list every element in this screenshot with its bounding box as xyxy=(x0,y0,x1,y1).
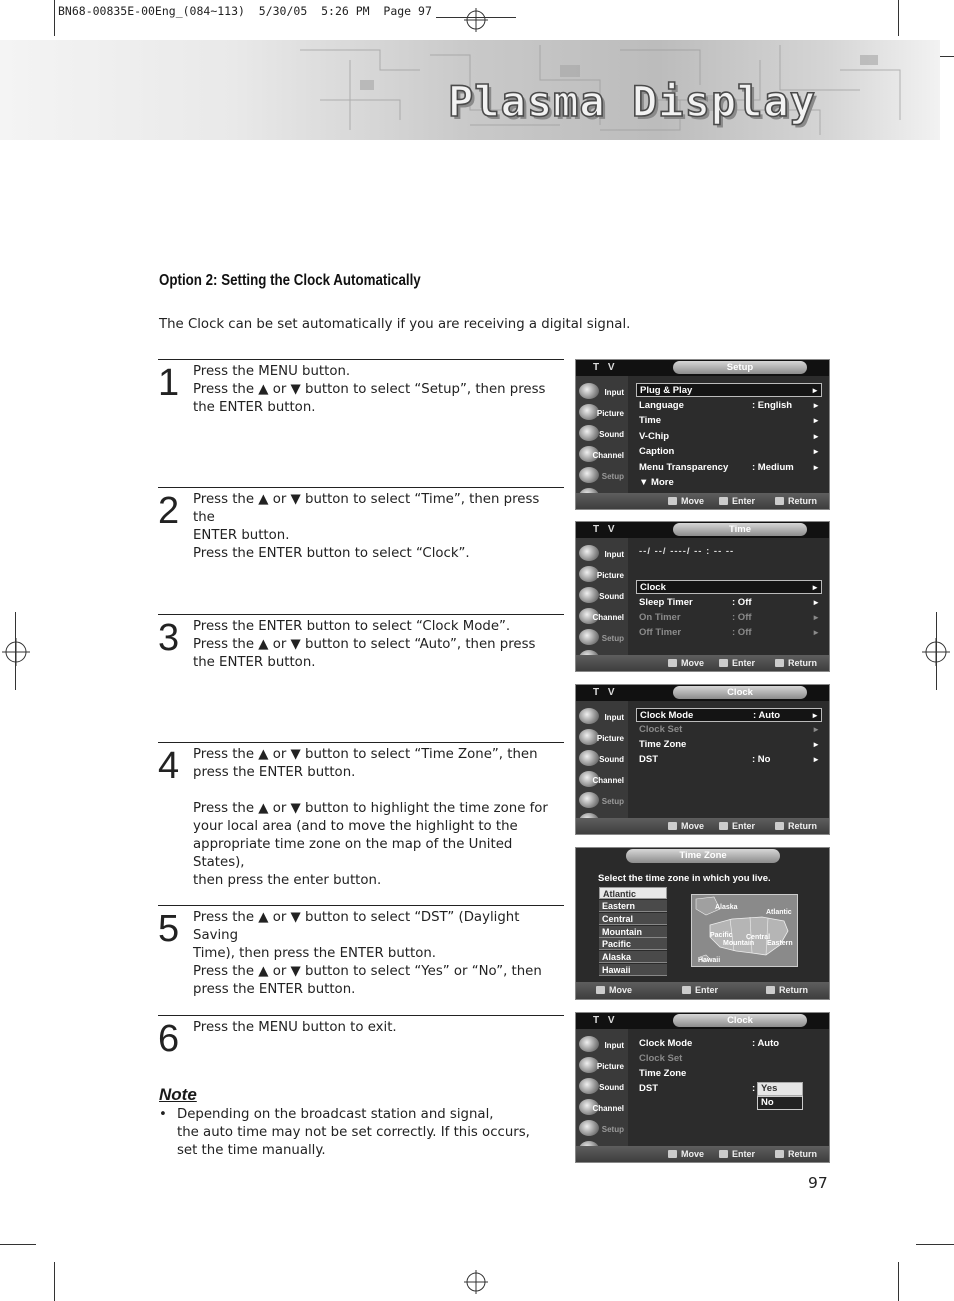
arrow-right-icon: ► xyxy=(812,463,820,472)
us-timezone-map[interactable] xyxy=(691,894,798,967)
return-icon xyxy=(775,822,784,830)
note-body xyxy=(159,1106,559,1160)
osd-sidebar-item-setup[interactable]: Setup xyxy=(578,1119,626,1139)
registration-mark-icon xyxy=(464,1270,488,1294)
osd-menu-item[interactable]: Menu Transparency : Medium ► xyxy=(639,462,820,473)
osd-menu-item[interactable]: Time ► xyxy=(639,415,820,426)
step-text: Press the ▲ or ▼ button to select “DST” (Daylight Saving Time), then press the ENTER button. Press the ▲ or ▼ button to select “Yes” or “No”, then press the ENTER button. xyxy=(193,910,542,997)
osd-setup-screen xyxy=(575,359,830,510)
map-label: Central xyxy=(746,934,771,941)
step-text: Press the ▲ or ▼ button to select “Time Zone”, then press the ENTER button. Press the ▲ or ▼ button to highlight the time zone for your local area (and to move the highlight to the appropriate time zone on the map of the United States), then press the enter button. xyxy=(193,747,548,888)
move-icon xyxy=(596,986,605,994)
map-label: Mountain xyxy=(723,940,755,947)
osd-menu-item[interactable]: On Timer : Off ► xyxy=(639,612,820,623)
osd-menu-item[interactable]: Clock ► xyxy=(636,580,822,594)
return-hint: Return xyxy=(775,496,817,506)
osd-top-bar xyxy=(576,522,829,538)
arrow-right-icon: ► xyxy=(811,583,819,592)
dst-option-no[interactable]: No xyxy=(757,1096,803,1110)
step-4 xyxy=(158,742,564,902)
osd-sidebar-item-sound[interactable]: Sound xyxy=(578,1077,626,1097)
map-label: Alaska xyxy=(715,904,738,911)
osd-sidebar-item-sound[interactable]: Sound xyxy=(578,424,626,444)
arrow-right-icon: ► xyxy=(811,386,819,395)
osd-tv-label: T V xyxy=(593,524,618,535)
osd-sidebar-item-channel[interactable]: Channel xyxy=(578,770,626,790)
osd-timezone-screen xyxy=(575,847,830,1000)
header-banner xyxy=(0,40,940,140)
move-hint: Move xyxy=(668,821,704,831)
crop-mark xyxy=(0,1244,36,1245)
note-text: Depending on the broadcast station and signal, the auto time may not be set correctly. If this occurs, set the time manually. xyxy=(177,1107,530,1158)
dst-option-yes[interactable]: Yes xyxy=(757,1082,803,1096)
osd-sidebar-item-setup[interactable]: Setup xyxy=(578,628,626,648)
step-text: Press the MENU button to exit. xyxy=(193,1020,397,1035)
timezone-option[interactable]: Mountain xyxy=(599,926,667,938)
return-hint: Return xyxy=(766,985,808,995)
osd-top-bar xyxy=(576,360,829,376)
osd-sidebar xyxy=(576,538,628,671)
registration-mark-icon xyxy=(2,638,30,666)
osd-menu-item[interactable]: Caption ► xyxy=(639,446,820,457)
return-hint: Return xyxy=(775,1149,817,1159)
step-number: 1 xyxy=(158,362,180,404)
bullet-icon: • xyxy=(159,1107,167,1122)
timezone-option[interactable]: Atlantic xyxy=(599,887,667,899)
step-number: 5 xyxy=(158,908,180,950)
arrow-right-icon: ► xyxy=(812,416,820,425)
osd-tv-label: T V xyxy=(593,687,618,698)
arrow-right-icon: ► xyxy=(812,740,820,749)
osd-sidebar-item-picture[interactable]: Picture xyxy=(578,403,626,423)
setup-icon xyxy=(579,1120,599,1136)
osd-menu-item[interactable]: Off Timer : Off ► xyxy=(639,627,820,638)
crop-mark xyxy=(936,612,937,690)
osd-bottom-bar xyxy=(576,818,829,834)
osd-sidebar-item-input[interactable]: Input xyxy=(578,1035,626,1055)
section-title: Option 2: Setting the Clock Automatically xyxy=(159,272,421,289)
timezone-option[interactable]: Pacific xyxy=(599,938,667,950)
osd-menu-item[interactable]: Clock Mode : Auto ► xyxy=(636,708,822,722)
osd-bottom-bar xyxy=(576,493,829,509)
timezone-option[interactable]: Alaska xyxy=(599,951,667,963)
enter-icon xyxy=(719,822,728,830)
move-hint: Move xyxy=(668,658,704,668)
osd-title: Time xyxy=(673,523,807,536)
timezone-option[interactable]: Hawaii xyxy=(599,964,667,976)
enter-hint: Enter xyxy=(682,985,718,995)
enter-icon xyxy=(719,659,728,667)
step-2 xyxy=(158,487,564,613)
osd-menu-item[interactable]: Clock Set xyxy=(639,1053,683,1064)
enter-hint: Enter xyxy=(719,1149,755,1159)
osd-bottom-bar xyxy=(576,982,829,999)
osd-bottom-bar xyxy=(576,1146,829,1162)
step-6 xyxy=(158,1015,564,1075)
step-number: 4 xyxy=(158,745,180,787)
return-icon xyxy=(775,1150,784,1158)
move-icon xyxy=(668,822,677,830)
move-hint: Move xyxy=(668,1149,704,1159)
return-icon xyxy=(775,659,784,667)
move-icon xyxy=(668,1150,677,1158)
osd-bottom-bar xyxy=(576,655,829,671)
banner-title: Plasma Display xyxy=(448,77,817,126)
crop-mark xyxy=(15,612,16,690)
osd-sidebar-item-input[interactable]: Input xyxy=(578,707,626,727)
map-label: Pacific xyxy=(710,932,733,939)
osd-datetime: --/ --/ ----/ -- : -- -- xyxy=(639,546,735,557)
return-icon xyxy=(775,497,784,505)
step-number: 2 xyxy=(158,490,180,532)
arrow-right-icon: ► xyxy=(812,432,820,441)
move-hint: Move xyxy=(668,496,704,506)
arrow-right-icon: ► xyxy=(812,755,820,764)
osd-sidebar xyxy=(576,376,628,509)
sound-icon xyxy=(579,587,599,603)
osd-sidebar-item-picture[interactable]: Picture xyxy=(578,728,626,748)
osd-sidebar-item-channel[interactable]: Channel xyxy=(578,1098,626,1118)
return-icon xyxy=(766,986,775,994)
input-icon xyxy=(579,383,599,399)
crop-mark xyxy=(898,0,899,36)
step-text: Press the ▲ or ▼ button to select “Time”, then press the ENTER button. Press the ENTER button to select “Clock”. xyxy=(193,492,540,561)
step-text: Press the ENTER button to select “Clock Mode”. Press the ▲ or ▼ button to select “Auto”, then press the ENTER button. xyxy=(193,619,536,670)
sound-icon xyxy=(579,425,599,441)
registration-mark-icon xyxy=(464,8,488,32)
enter-icon xyxy=(682,986,691,994)
osd-title: Clock xyxy=(673,686,807,699)
crop-mark xyxy=(898,1262,899,1301)
osd-sidebar-item-input[interactable]: Input xyxy=(578,382,626,402)
crop-mark xyxy=(54,1262,55,1301)
osd-clock-screen xyxy=(575,684,830,835)
osd-sidebar-item-setup[interactable]: Setup xyxy=(578,791,626,811)
arrow-right-icon: ► xyxy=(812,613,820,622)
setup-icon xyxy=(579,629,599,645)
sound-icon xyxy=(579,1078,599,1094)
move-icon xyxy=(668,659,677,667)
osd-menu-item[interactable]: Time Zone xyxy=(639,1068,687,1079)
crop-mark xyxy=(916,1244,954,1245)
osd-more-item[interactable]: ▼ More xyxy=(639,477,674,488)
input-icon xyxy=(579,545,599,561)
osd-tv-label: T V xyxy=(593,362,618,373)
crop-mark xyxy=(54,0,55,36)
timezone-prompt: Select the time zone in which you live. xyxy=(598,873,771,884)
osd-title: Setup xyxy=(673,361,807,374)
osd-menu-item[interactable]: Sleep Timer : Off ► xyxy=(639,597,820,608)
osd-sidebar-item-channel[interactable]: Channel xyxy=(578,607,626,627)
arrow-right-icon: ► xyxy=(812,725,820,734)
enter-hint: Enter xyxy=(719,658,755,668)
enter-hint: Enter xyxy=(719,821,755,831)
setup-icon xyxy=(579,467,599,483)
map-label: Atlantic xyxy=(766,909,792,916)
return-hint: Return xyxy=(775,658,817,668)
page-number: 97 xyxy=(808,1174,828,1192)
osd-sidebar-item-setup[interactable]: Setup xyxy=(578,466,626,486)
arrow-right-icon: ► xyxy=(812,401,820,410)
osd-sidebar-item-sound[interactable]: Sound xyxy=(578,586,626,606)
enter-hint: Enter xyxy=(719,496,755,506)
arrow-right-icon: ► xyxy=(812,447,820,456)
move-hint: Move xyxy=(596,985,632,995)
step-5 xyxy=(158,905,564,1013)
step-text: Press the MENU button. Press the ▲ or ▼ button to select “Setup”, then press the ENTER button. xyxy=(193,364,546,415)
print-header: BN68-00835E-00Eng_(084~113) 5/30/05 5:26 PM Page 97 xyxy=(58,4,432,18)
osd-menu-item[interactable]: V-Chip ► xyxy=(639,431,820,442)
setup-icon xyxy=(579,792,599,808)
osd-clock-dst-screen xyxy=(575,1012,830,1163)
arrow-right-icon: ► xyxy=(812,628,820,637)
osd-top-bar xyxy=(576,1013,829,1029)
timezone-option[interactable]: Central xyxy=(599,913,667,925)
osd-sidebar-item-picture[interactable]: Picture xyxy=(578,1056,626,1076)
osd-sidebar xyxy=(576,1029,628,1162)
osd-tv-label: T V xyxy=(593,1015,618,1026)
step-3 xyxy=(158,614,564,740)
timezone-option[interactable]: Eastern xyxy=(599,900,667,912)
osd-sidebar-item-sound[interactable]: Sound xyxy=(578,749,626,769)
step-1 xyxy=(158,359,564,485)
sound-icon xyxy=(579,750,599,766)
note-title: Note xyxy=(159,1085,197,1104)
osd-title: Clock xyxy=(673,1014,807,1027)
osd-title: Time Zone xyxy=(626,849,780,863)
osd-sidebar-item-picture[interactable]: Picture xyxy=(578,565,626,585)
step-number: 3 xyxy=(158,617,180,659)
enter-icon xyxy=(719,1150,728,1158)
arrow-right-icon: ► xyxy=(812,598,820,607)
osd-menu-item[interactable]: Plug & Play ► xyxy=(636,383,822,397)
input-icon xyxy=(579,1036,599,1052)
osd-sidebar xyxy=(576,701,628,834)
osd-sidebar-item-channel[interactable]: Channel xyxy=(578,445,626,465)
osd-top-bar xyxy=(576,685,829,701)
osd-menu-item[interactable]: Language : English ► xyxy=(639,400,820,411)
osd-menu-item[interactable]: DST : No ► xyxy=(639,754,820,765)
move-icon xyxy=(668,497,677,505)
osd-menu-item[interactable]: Clock Set ► xyxy=(639,724,820,735)
return-hint: Return xyxy=(775,821,817,831)
arrow-right-icon: ► xyxy=(811,711,819,720)
map-label: Eastern xyxy=(767,940,793,947)
step-number: 6 xyxy=(158,1018,180,1060)
input-icon xyxy=(579,708,599,724)
intro-text: The Clock can be set automatically if you are receiving a digital signal. xyxy=(159,317,631,332)
osd-time-screen xyxy=(575,521,830,672)
osd-menu-item[interactable]: Time Zone ► xyxy=(639,739,820,750)
map-label: Hawaii xyxy=(698,957,721,964)
osd-menu-item[interactable]: Clock Mode : Auto xyxy=(639,1038,780,1049)
osd-sidebar-item-input[interactable]: Input xyxy=(578,544,626,564)
enter-icon xyxy=(719,497,728,505)
osd-menu-item[interactable]: DST : xyxy=(639,1083,756,1094)
